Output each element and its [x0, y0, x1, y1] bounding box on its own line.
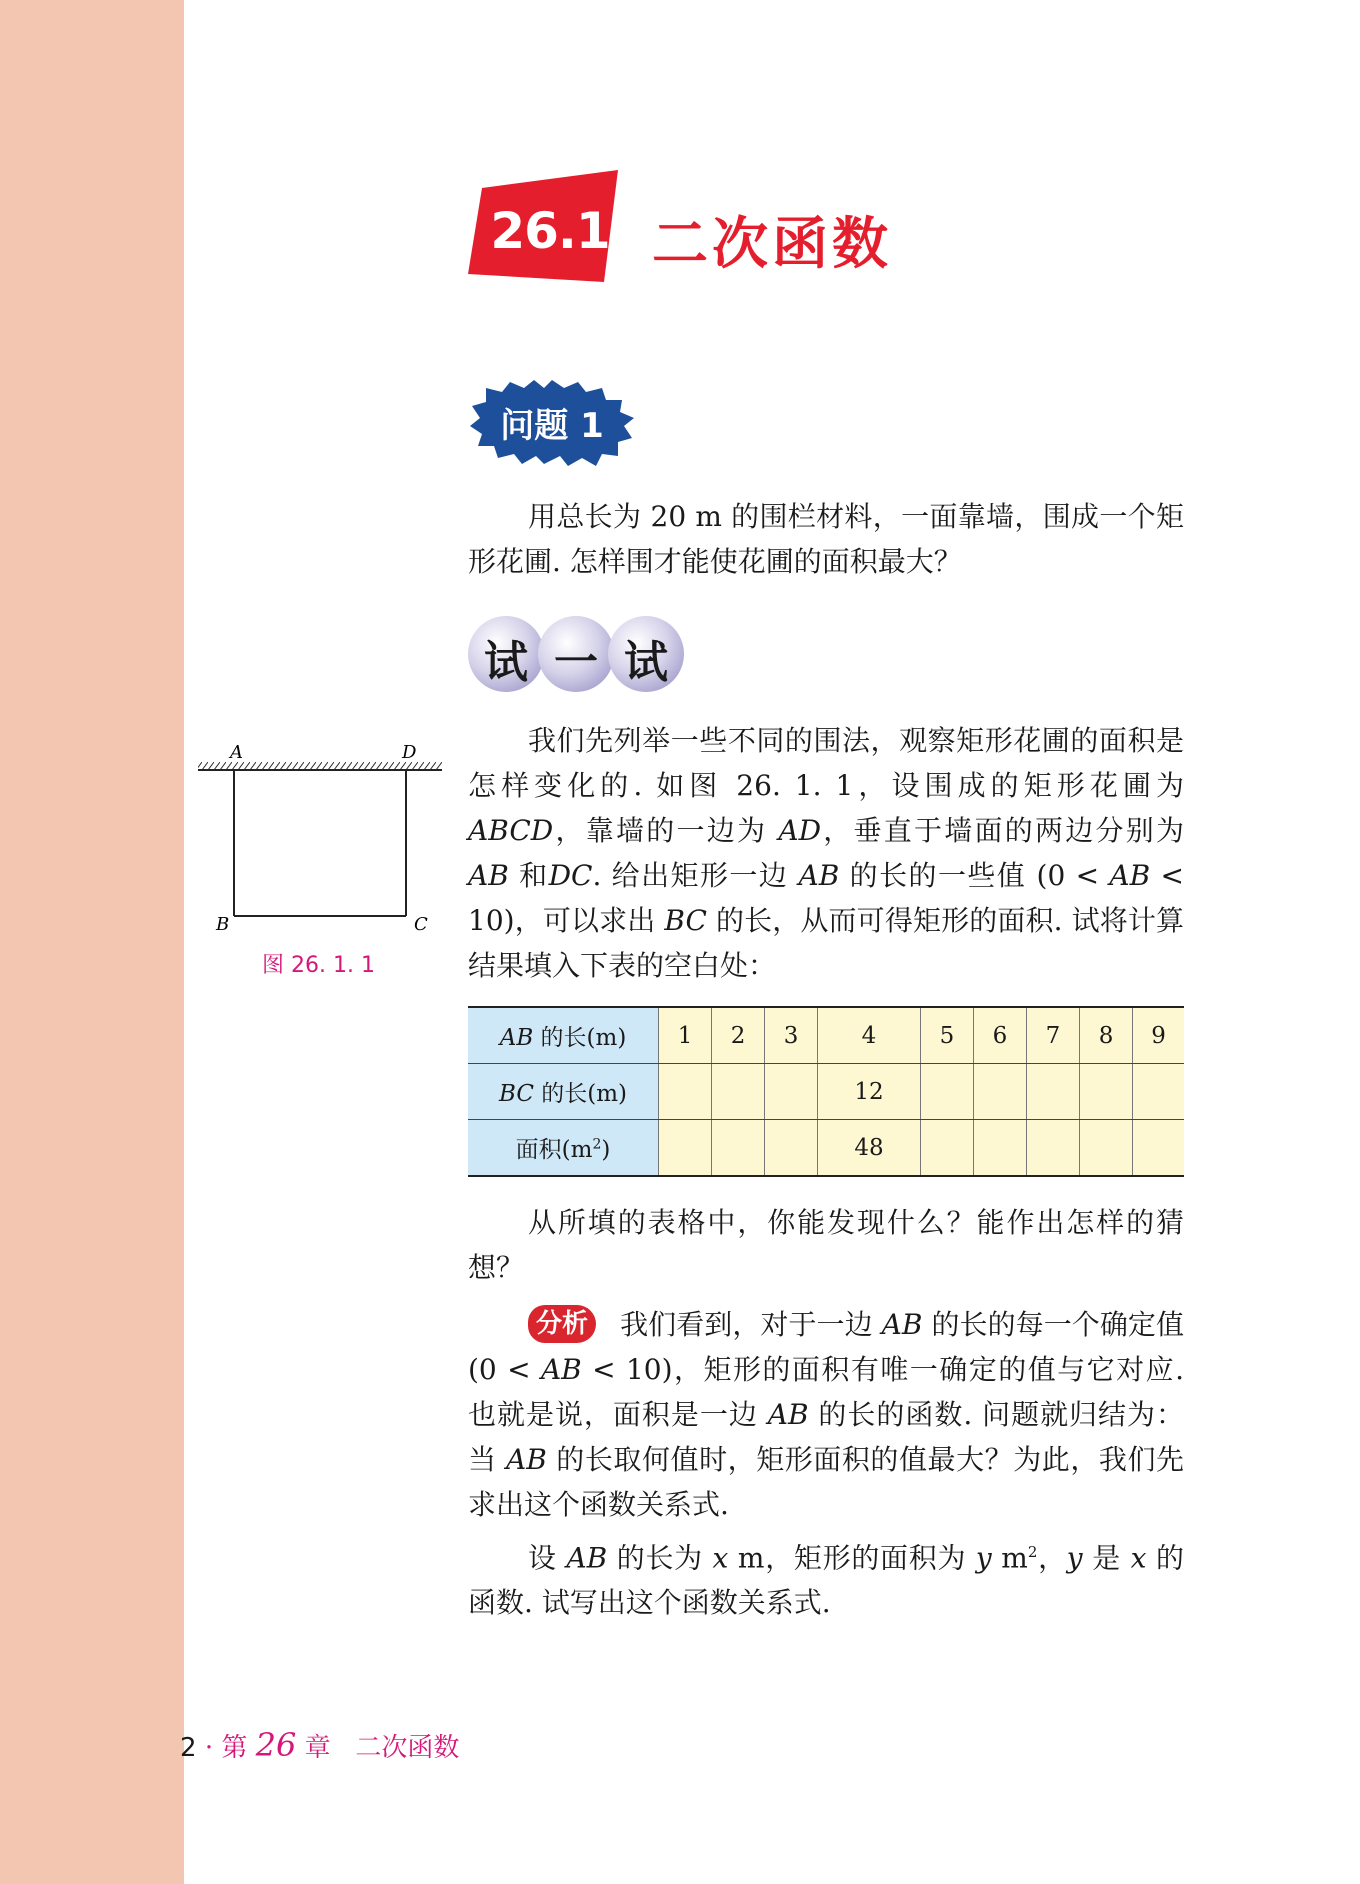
- var-ab: AB: [798, 859, 840, 892]
- text-segment: < 10)，矩形的面积有唯一确定的值与它对应. 也就是说，面积是一边: [468, 1353, 1184, 1431]
- table-cell[interactable]: [1133, 1120, 1184, 1177]
- table-cell: 8: [1080, 1007, 1133, 1064]
- table-cell[interactable]: [765, 1064, 818, 1120]
- table-cell: 48: [818, 1120, 921, 1177]
- table-cell[interactable]: [659, 1064, 712, 1120]
- text-segment: 是: [1082, 1541, 1131, 1575]
- table-cell[interactable]: [712, 1064, 765, 1120]
- row-header-label: 的长(m): [533, 1025, 627, 1051]
- table-cell[interactable]: [659, 1120, 712, 1177]
- table-cell[interactable]: [765, 1120, 818, 1177]
- var-ab: AB: [881, 1308, 923, 1341]
- section-heading: [468, 170, 928, 290]
- text-segment: ，: [1037, 1541, 1067, 1575]
- text-segment: 的长，从而可得矩形的面积. 试将计算结果填入下表的空白处：: [468, 904, 1184, 982]
- chapter-title: 二次函数: [355, 1733, 460, 1763]
- page-footer: [180, 1726, 459, 1764]
- var-ab: AB: [540, 1353, 582, 1386]
- text-segment: 的长的一些值 (0 <: [839, 859, 1110, 892]
- table-cell: 3: [765, 1007, 818, 1064]
- var-bc: BC: [498, 1081, 534, 1107]
- text-segment: ，靠墙的一边为: [553, 814, 779, 847]
- try-char-1: 试: [484, 637, 528, 688]
- var-dc: DC: [548, 859, 593, 892]
- label-c: C: [414, 914, 428, 935]
- rectangle-figure: [196, 738, 446, 948]
- table-cell: 6: [973, 1007, 1026, 1064]
- label-a: A: [230, 742, 243, 763]
- text-segment: 我们先列举一些不同的围法，观察矩形花圃的面积是怎样变化的. 如图 26. 1. 1，设围成的矩形花圃为: [468, 724, 1184, 802]
- section-title: 二次函数: [652, 212, 892, 277]
- text-segment: 和: [508, 859, 549, 892]
- problem-badge: [468, 378, 636, 466]
- table-cell[interactable]: [712, 1120, 765, 1177]
- try-char-3: 试: [624, 637, 668, 688]
- var-ab: AB: [499, 1025, 534, 1051]
- row-header-area: [468, 1120, 659, 1177]
- chapter-number: 26: [255, 1726, 297, 1764]
- text-segment: 的长的每一个确定值 (0 <: [468, 1308, 1184, 1386]
- table-row: [468, 1064, 1184, 1120]
- var-ab: AB: [506, 1443, 547, 1476]
- table-cell[interactable]: [973, 1120, 1026, 1177]
- label-d: D: [402, 742, 417, 763]
- footer-separator: ·: [204, 1733, 214, 1763]
- try-it-text: [468, 718, 1184, 988]
- try-it-heading: [468, 616, 688, 692]
- table-cell[interactable]: [1026, 1064, 1079, 1120]
- discover-text: 从所填的表格中，你能发现什么？能作出怎样的猜想？: [468, 1206, 1184, 1284]
- table-cell[interactable]: [1133, 1064, 1184, 1120]
- problem-text: 用总长为 20 m 的围栏材料，一面靠墙，围成一个矩形花圃. 怎样围才能使花圃的面积最大？: [468, 500, 1184, 578]
- var-y: y: [1066, 1541, 1083, 1575]
- wall-hatching: [198, 762, 442, 770]
- row-header-bc: [468, 1064, 659, 1120]
- text-segment: 的函数. 试写出这个函数关系式.: [468, 1541, 1184, 1620]
- table-cell: 1: [659, 1007, 712, 1064]
- table-cell: 7: [1026, 1007, 1079, 1064]
- row-header-label: 的长(m): [533, 1081, 627, 1107]
- text-segment: 我们看到，对于一边: [620, 1308, 882, 1341]
- var-y: y: [975, 1541, 992, 1575]
- problem-label: 问题 1: [500, 406, 604, 446]
- text-segment: 的长为: [607, 1541, 713, 1575]
- table-cell: 9: [1133, 1007, 1184, 1064]
- text-segment: 的长取何值时，矩形面积的值最大？为此，我们先求出这个函数关系式.: [468, 1443, 1185, 1521]
- var-ab: AB: [566, 1541, 608, 1575]
- var-x: x: [1130, 1541, 1147, 1575]
- text-segment: m，矩形的面积为: [728, 1541, 976, 1575]
- row-header-label: 面积(m: [515, 1137, 593, 1163]
- text-segment: m: [991, 1541, 1028, 1575]
- table-row: [468, 1007, 1184, 1064]
- var-ab: AB: [468, 859, 509, 892]
- text-segment: < 10)，可以求出: [468, 859, 1184, 937]
- page-number: 2: [180, 1733, 197, 1763]
- text-segment: 设: [528, 1541, 567, 1575]
- text-segment: ，垂直于墙面的两边分别为: [821, 814, 1184, 847]
- table-cell[interactable]: [973, 1064, 1026, 1120]
- table-cell: 2: [712, 1007, 765, 1064]
- superscript: 2: [592, 1136, 602, 1153]
- chapter-prefix: 第: [221, 1733, 256, 1763]
- label-b: B: [216, 914, 230, 935]
- var-bc: BC: [664, 904, 707, 937]
- try-char-2: 一: [554, 637, 598, 688]
- table-cell[interactable]: [920, 1120, 973, 1177]
- superscript: 2: [1027, 1543, 1038, 1561]
- figure-caption: 图 26. 1. 1: [262, 953, 375, 978]
- table-cell[interactable]: [1080, 1064, 1133, 1120]
- var-ad: AD: [778, 814, 822, 847]
- chapter-suffix: 章: [296, 1733, 331, 1763]
- analysis-tag: 分析: [528, 1305, 596, 1343]
- var-x: x: [712, 1541, 729, 1575]
- var-ab: AB: [767, 1398, 809, 1431]
- text-segment: . 给出矩形一边: [592, 859, 799, 892]
- row-header-ab: [468, 1007, 659, 1064]
- calculation-table: [468, 1006, 1184, 1177]
- table-cell: 12: [818, 1064, 921, 1120]
- var-abcd: ABCD: [468, 814, 554, 847]
- text-segment: 的长的函数. 问题就归结为：当: [468, 1398, 1184, 1476]
- table-cell: 4: [818, 1007, 921, 1064]
- row-header-label: ): [601, 1137, 611, 1163]
- table-cell[interactable]: [920, 1064, 973, 1120]
- page-margin-band: [0, 0, 184, 1884]
- analysis-text: [468, 1302, 1184, 1527]
- var-ab: AB: [1109, 859, 1151, 892]
- setup-text: [468, 1530, 1184, 1625]
- table-cell: 5: [920, 1007, 973, 1064]
- section-number: 26.1: [490, 202, 610, 260]
- table-row: [468, 1120, 1184, 1177]
- table-cell[interactable]: [1026, 1120, 1079, 1177]
- table-cell[interactable]: [1080, 1120, 1133, 1177]
